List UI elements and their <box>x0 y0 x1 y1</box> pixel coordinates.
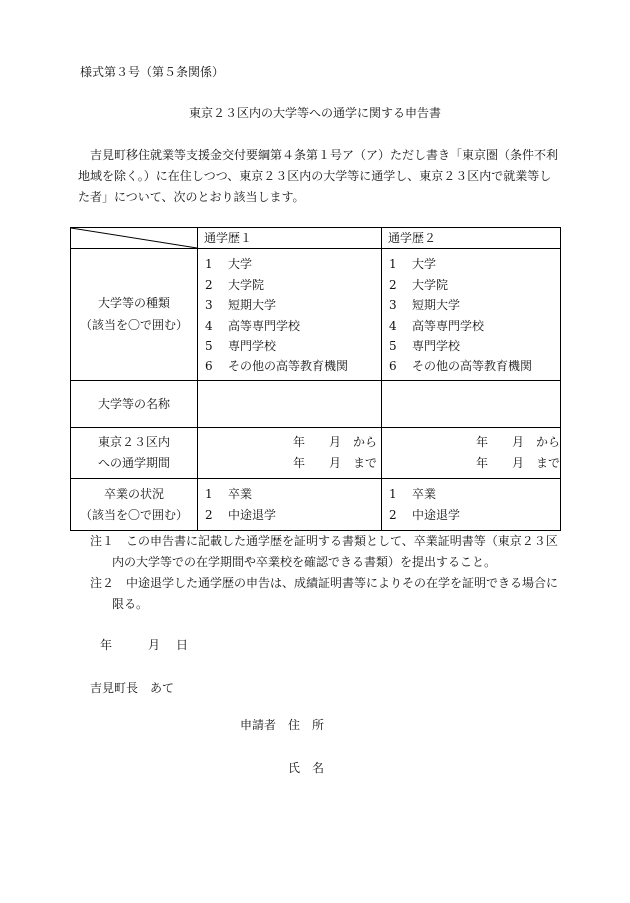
column-header-history-2 <box>382 228 561 249</box>
option-label: 大学院 <box>412 277 449 292</box>
school-type-option <box>205 356 381 376</box>
row-label-line: （該当を〇で囲む） <box>79 317 188 332</box>
graduation-options-history-1 <box>198 479 382 531</box>
row-label-line: 大学等の名称 <box>97 397 170 411</box>
intro-line: 地域を除く。）に在住しつつ、東京２３区内の大学等に通学し、東京２３区内で就業等し <box>78 169 552 183</box>
option-number: 1 <box>389 486 397 501</box>
note-label: 注１ <box>90 534 115 548</box>
option-number: 5 <box>389 338 397 353</box>
option-number: 3 <box>205 298 213 313</box>
option-number: 2 <box>389 507 397 522</box>
applicant-label: 申請者 <box>240 718 277 732</box>
option-number: 6 <box>389 359 397 374</box>
column-header-label: 通学歴１ <box>204 231 253 245</box>
option-number: 1 <box>389 257 397 272</box>
option-label: 専門学校 <box>228 338 277 353</box>
school-name-field-history-1 <box>198 381 382 428</box>
school-type-option <box>389 336 560 356</box>
graduation-option <box>389 505 560 526</box>
period-field-history-2 <box>382 428 561 479</box>
row-label-line: （該当を〇で囲む） <box>79 507 188 522</box>
period-from: 年 月 から <box>476 435 561 449</box>
option-number: 6 <box>205 359 213 374</box>
graduation-options-history-2 <box>382 479 561 531</box>
note-line: 内の大学等での在学期間や卒業校を確認できる書類）を提出すること。 <box>112 555 497 569</box>
period-to: 年 月 まで <box>476 456 561 470</box>
graduation-option <box>205 484 381 505</box>
note-line: この申告書に記載した通学歴を証明する書類として、卒業証明書等（東京２３区 <box>126 534 558 548</box>
column-header-history-1 <box>198 228 382 249</box>
addressee: 吉見町長 あて <box>90 681 175 695</box>
option-label: 専門学校 <box>412 338 461 353</box>
diagonal-line <box>71 228 197 248</box>
row-label-school-type <box>71 249 198 381</box>
option-label: その他の高等教育機関 <box>412 359 533 374</box>
option-label: 卒業 <box>412 486 437 501</box>
note-line: 中途退学した通学歴の申告は、成績証明書等によりその在学を証明できる場合に <box>126 576 559 590</box>
period-to: 年 月 まで <box>293 456 378 470</box>
option-label: 卒業 <box>228 486 253 501</box>
date-day-label: 日 <box>176 638 189 652</box>
school-history-table <box>70 227 561 531</box>
row-label-line: 東京２３区内 <box>97 435 170 449</box>
option-label: 中途退学 <box>412 507 461 522</box>
school-type-option <box>205 254 381 274</box>
option-label: 大学 <box>412 257 437 272</box>
school-type-option <box>389 275 560 295</box>
date-month-label: 月 <box>148 638 161 652</box>
form-number: 様式第３号（第５条関係） <box>80 65 225 79</box>
option-number: 5 <box>205 338 213 353</box>
option-label: 短期大学 <box>412 298 461 313</box>
school-type-option <box>389 254 560 274</box>
note-label: 注２ <box>90 576 115 590</box>
option-label: 高等専門学校 <box>228 318 301 333</box>
row-label-school-name <box>71 381 198 428</box>
option-label: 大学院 <box>228 277 265 292</box>
option-number: 4 <box>205 318 213 333</box>
option-number: 1 <box>205 257 213 272</box>
note-line: 限る。 <box>112 597 149 611</box>
option-label: 大学 <box>228 257 253 272</box>
row-label-graduation <box>71 479 198 531</box>
applicant-name-label: 氏 名 <box>288 761 325 775</box>
option-number: 2 <box>205 507 213 522</box>
option-number: 2 <box>205 277 213 292</box>
school-type-options-history-2 <box>382 249 561 381</box>
document-title: 東京２３区内の大学等への通学に関する申告書 <box>188 106 441 120</box>
school-type-option <box>389 316 560 336</box>
row-label-period <box>71 428 198 479</box>
row-label-line: 大学等の種類 <box>97 296 170 310</box>
option-label: 高等専門学校 <box>412 318 485 333</box>
period-from: 年 月 から <box>293 435 378 449</box>
applicant-address-label: 住 所 <box>288 718 325 732</box>
period-field-history-1 <box>198 428 382 479</box>
option-label: その他の高等教育機関 <box>228 359 349 374</box>
graduation-option <box>389 484 560 505</box>
school-type-option <box>205 336 381 356</box>
school-type-options-history-1 <box>198 249 382 381</box>
intro-line: た者」について、次のとおり該当します。 <box>78 190 305 204</box>
school-name-field-history-2 <box>382 381 561 428</box>
school-type-option <box>389 356 560 376</box>
school-type-option <box>389 295 560 315</box>
option-label: 短期大学 <box>228 298 277 313</box>
option-number: 4 <box>389 318 397 333</box>
school-type-option <box>205 295 381 315</box>
option-number: 2 <box>389 277 397 292</box>
graduation-option <box>205 505 381 526</box>
school-type-option <box>205 316 381 336</box>
option-number: 1 <box>205 486 213 501</box>
option-label: 中途退学 <box>228 507 277 522</box>
date-year-label: 年 <box>100 638 113 652</box>
school-type-option <box>205 275 381 295</box>
intro-line: 吉見町移住就業等支援金交付要綱第４条第１号ア（ア）ただし書き「東京圏（条件不利 <box>90 148 559 162</box>
table-corner-cell <box>71 228 198 249</box>
row-label-line: への通学期間 <box>97 456 170 470</box>
option-number: 3 <box>389 298 397 313</box>
column-header-label: 通学歴２ <box>388 231 437 245</box>
row-label-line: 卒業の状況 <box>103 486 164 501</box>
